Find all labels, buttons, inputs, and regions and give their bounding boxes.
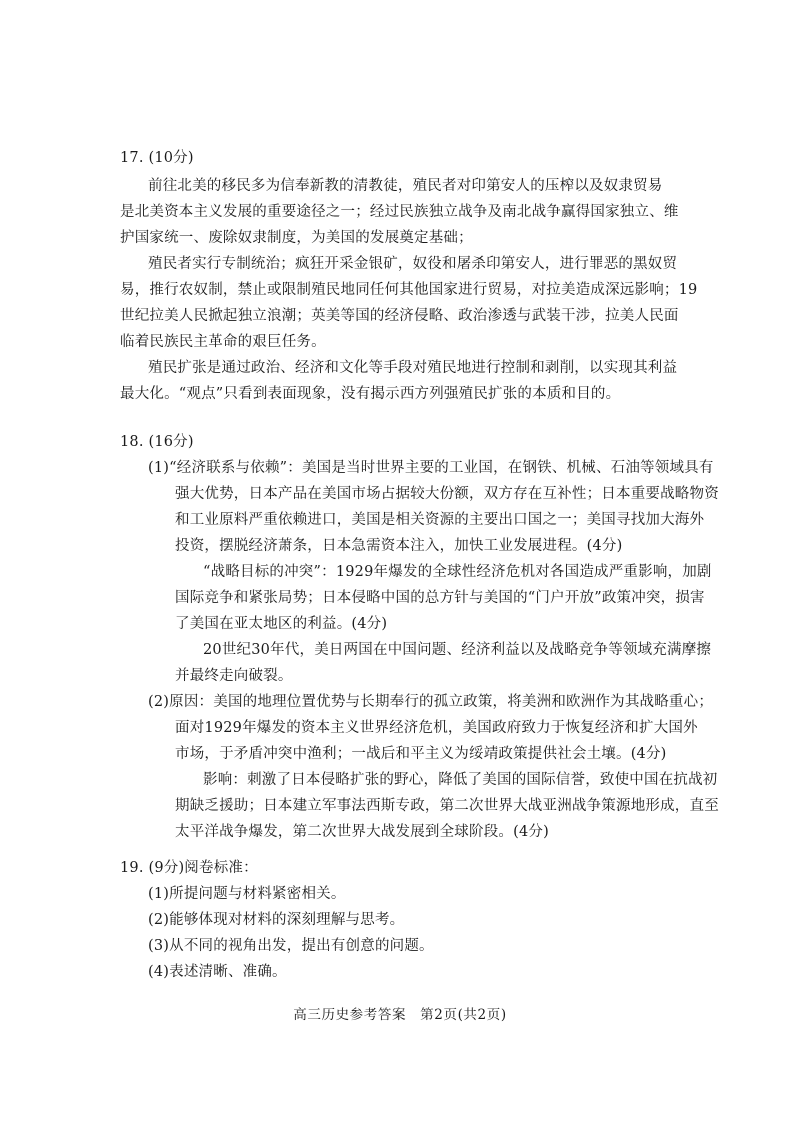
q17-line: 殖民扩张是通过政治、经济和文化等手段对殖民地进行控制和剥削，以实现其利益 <box>148 360 678 376</box>
page-footer: 高三历史参考答案 第2页(共2页) <box>293 1007 507 1023</box>
q17-line: 殖民者实行专制统治；疯狂开采金银矿，奴役和屠杀印第安人，进行罪恶的黑奴贸 <box>148 256 678 272</box>
q17-line: 世纪拉美人民掀起独立浪潮；英美等国的经济侵略、政治渗透与武装干涉，拉美人民面 <box>120 308 679 324</box>
q19-item: (2)能够体现对材料的深刻理解与思考。 <box>148 912 405 928</box>
q19-item: (4)表述清晰、准确。 <box>148 964 287 980</box>
q17-header: 17. (10分) <box>120 150 194 166</box>
q19-item: (3)从不同的视角出发，提出有创意的问题。 <box>148 938 434 954</box>
q17-line: 易，推行农奴制，禁止或限制殖民地同任何其他国家进行贸易，对拉美造成深远影响；19 <box>120 282 698 298</box>
q18-line: 面对1929年爆发的资本主义世界经济危机，美国政府致力于恢复经济和扩大国外 <box>175 720 698 736</box>
q18-line: (2)原因：美国的地理位置优势与长期奉行的孤立政策，将美洲和欧洲作为其战略重心； <box>148 694 714 710</box>
q19-item: (1)所提问题与材料紧密相关。 <box>148 886 346 902</box>
q18-line: 20世纪30年代，美日两国在中国问题、经济利益以及战略竞争等领域充满摩擦 <box>203 642 712 658</box>
q19-header: 19. (9分)阅卷标准： <box>120 860 258 876</box>
q18-line: 了美国在亚太地区的利益。(4分) <box>175 616 388 632</box>
q18-line: 投资，摆脱经济萧条，日本急需资本注入，加快工业发展进程。(4分) <box>175 538 623 554</box>
q18-line: 和工业原料严重依赖进口，美国是相关资源的主要出口国之一；美国寻找加大海外 <box>175 512 705 528</box>
q18-line: 太平洋战争爆发，第二次世界大战发展到全球阶段。(4分) <box>175 824 549 840</box>
q18-line: “战略目标的冲突”：1929年爆发的全球性经济危机对各国造成严重影响，加剧 <box>203 564 712 580</box>
q18-line: 市场，于矛盾冲突中渔利；一战后和平主义为绥靖政策提供社会土壤。(4分) <box>175 746 667 762</box>
q17-line: 前往北美的移民多为信奉新教的清教徒，殖民者对印第安人的压榨以及奴隶贸易 <box>148 178 663 194</box>
q17-line: 临着民族民主革命的艰巨任务。 <box>120 334 326 350</box>
q18-header: 18. (16分) <box>120 434 194 450</box>
q18-line: 国际竞争和紧张局势；日本侵略中国的总方针与美国的“门户开放”政策冲突，损害 <box>175 590 705 606</box>
q18-line: 强大优势，日本产品在美国市场占据较大份额，双方存在互补性；日本重要战略物资 <box>175 486 719 502</box>
q18-line: 并最终走向破裂。 <box>175 668 293 684</box>
q17-line: 护国家统一、废除奴隶制度，为美国的发展奠定基础； <box>120 230 473 246</box>
q18-line: 期缺乏援助；日本建立军事法西斯专政，第二次世界大战亚洲战争策源地形成，直至 <box>175 798 719 814</box>
q17-line: 是北美资本主义发展的重要途径之一；经过民族独立战争及南北战争赢得国家独立、维 <box>120 204 679 220</box>
q18-line: 影响：刺激了日本侵略扩张的野心，降低了美国的国际信誉，致使中国在抗战初 <box>203 772 718 788</box>
q18-line: (1)“经济联系与依赖”：美国是当时世界主要的工业国，在钢铁、机械、石油等领域具有 <box>148 460 714 476</box>
q17-line: 最大化。“观点”只看到表面现象，没有揭示西方列强殖民扩张的本质和目的。 <box>120 386 621 402</box>
